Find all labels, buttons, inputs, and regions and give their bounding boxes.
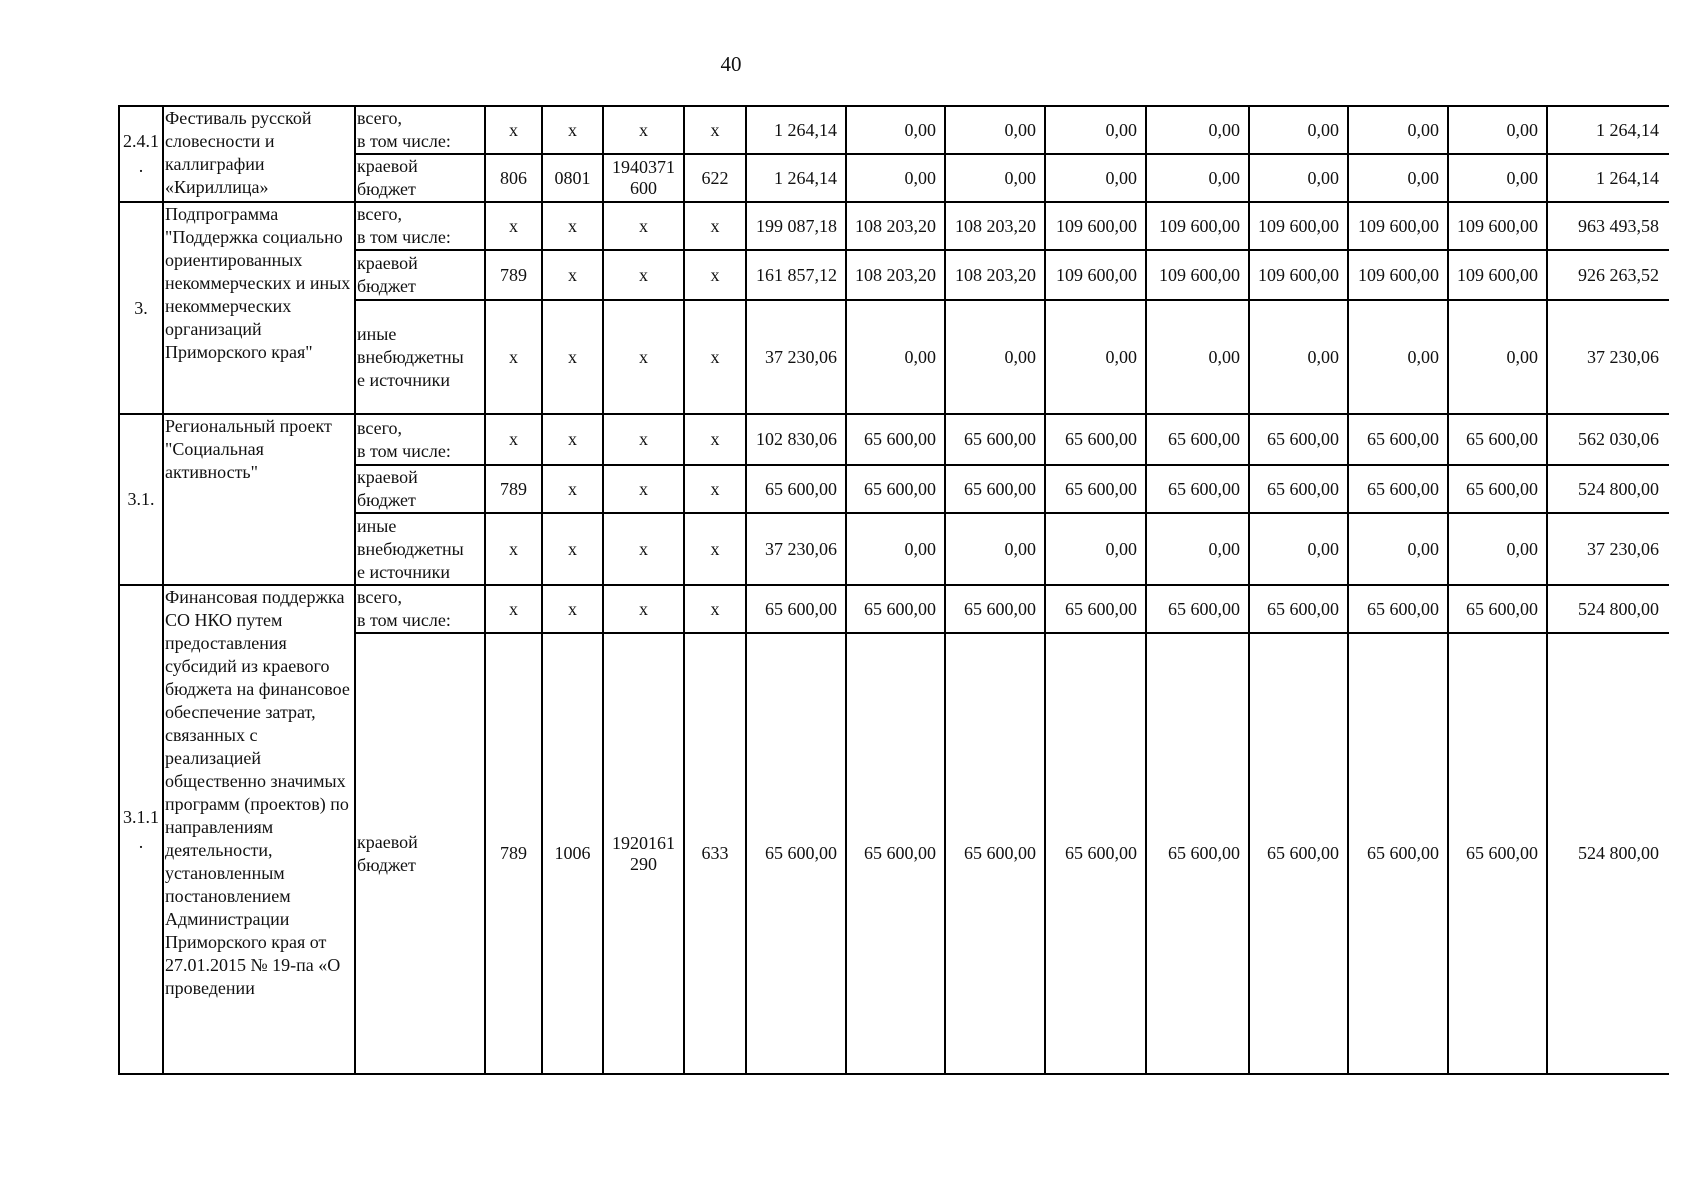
year-value: 65 600,00 — [1249, 465, 1348, 513]
total-value: 524 800,00 — [1547, 585, 1669, 633]
funding-source: краевой бюджет — [355, 250, 485, 300]
total-value: 1 264,14 — [1547, 106, 1669, 154]
year-value: 0,00 — [945, 106, 1045, 154]
code-target: x — [603, 585, 684, 633]
year-value: 109 600,00 — [1249, 202, 1348, 250]
code-expense-type: x — [684, 250, 746, 300]
year-value: 65 600,00 — [1045, 465, 1146, 513]
year-value: 0,00 — [1249, 154, 1348, 202]
year-value: 108 203,20 — [846, 250, 945, 300]
year-value: 1 264,14 — [746, 154, 846, 202]
row-index: 3.1.1 . — [119, 585, 163, 1074]
year-value: 65 600,00 — [1249, 414, 1348, 465]
year-value: 65 600,00 — [1448, 585, 1547, 633]
row-index: 2.4.1 . — [119, 106, 163, 202]
table-row — [119, 414, 1669, 465]
year-value: 65 600,00 — [1146, 465, 1249, 513]
total-value: 963 493,58 — [1547, 202, 1669, 250]
year-value: 108 203,20 — [846, 202, 945, 250]
code-section: x — [542, 202, 603, 250]
row-name: Региональный проект "Социальная активность" — [163, 414, 355, 585]
code-grbs: x — [485, 300, 542, 414]
code-target: 1940371 600 — [603, 154, 684, 202]
year-value: 65 600,00 — [846, 414, 945, 465]
row-name: Подпрограмма "Поддержка социально ориентированных некоммерческих и иных некоммерческих организаций Приморского края" — [163, 202, 355, 414]
year-value: 0,00 — [945, 300, 1045, 414]
code-section: 1006 — [542, 633, 603, 1074]
year-value: 0,00 — [1045, 106, 1146, 154]
year-value: 65 600,00 — [746, 465, 846, 513]
year-value: 0,00 — [1348, 513, 1448, 585]
year-value: 65 600,00 — [1448, 633, 1547, 1074]
total-value: 562 030,06 — [1547, 414, 1669, 465]
total-value: 524 800,00 — [1547, 465, 1669, 513]
code-grbs: 789 — [485, 250, 542, 300]
funding-source: иные внебюджетны е источники — [355, 300, 485, 414]
year-value: 65 600,00 — [1146, 585, 1249, 633]
code-grbs: x — [485, 202, 542, 250]
year-value: 0,00 — [1146, 154, 1249, 202]
code-section: x — [542, 585, 603, 633]
page-number: 40 — [720, 52, 742, 76]
total-value: 37 230,06 — [1547, 300, 1669, 414]
year-value: 109 600,00 — [1348, 202, 1448, 250]
total-value: 37 230,06 — [1547, 513, 1669, 585]
year-value: 65 600,00 — [1249, 585, 1348, 633]
year-value: 109 600,00 — [1249, 250, 1348, 300]
total-value: 926 263,52 — [1547, 250, 1669, 300]
code-expense-type: x — [684, 202, 746, 250]
year-value: 37 230,06 — [746, 513, 846, 585]
total-value: 1 264,14 — [1547, 154, 1669, 202]
year-value: 199 087,18 — [746, 202, 846, 250]
code-expense-type: x — [684, 106, 746, 154]
code-target: x — [603, 250, 684, 300]
year-value: 102 830,06 — [746, 414, 846, 465]
funding-source: краевой бюджет — [355, 154, 485, 202]
funding-source: иные внебюджетны е источники — [355, 513, 485, 585]
row-name: Фестиваль русской словесности и каллиграфии «Кириллица» — [163, 106, 355, 202]
year-value: 0,00 — [1448, 300, 1547, 414]
funding-source: краевой бюджет — [355, 465, 485, 513]
year-value: 65 600,00 — [1045, 633, 1146, 1074]
year-value: 0,00 — [1045, 513, 1146, 585]
code-grbs: x — [485, 585, 542, 633]
year-value: 65 600,00 — [945, 465, 1045, 513]
year-value: 109 600,00 — [1146, 250, 1249, 300]
year-value: 0,00 — [1249, 513, 1348, 585]
year-value: 65 600,00 — [945, 414, 1045, 465]
funding-source: краевой бюджет — [355, 633, 485, 1074]
year-value: 109 600,00 — [1045, 202, 1146, 250]
year-value: 65 600,00 — [1348, 633, 1448, 1074]
year-value: 0,00 — [846, 300, 945, 414]
code-expense-type: x — [684, 300, 746, 414]
year-value: 0,00 — [1448, 513, 1547, 585]
year-value: 0,00 — [846, 106, 945, 154]
year-value: 0,00 — [945, 513, 1045, 585]
code-expense-type: 633 — [684, 633, 746, 1074]
code-grbs: x — [485, 513, 542, 585]
year-value: 109 600,00 — [1448, 250, 1547, 300]
code-section: x — [542, 414, 603, 465]
year-value: 161 857,12 — [746, 250, 846, 300]
table-body — [119, 106, 1669, 1074]
year-value: 65 600,00 — [846, 633, 945, 1074]
budget-table — [118, 105, 1669, 1075]
total-value: 524 800,00 — [1547, 633, 1669, 1074]
year-value: 65 600,00 — [846, 465, 945, 513]
code-expense-type: x — [684, 513, 746, 585]
year-value: 1 264,14 — [746, 106, 846, 154]
funding-source: всего, в том числе: — [355, 202, 485, 250]
year-value: 65 600,00 — [1146, 414, 1249, 465]
year-value: 65 600,00 — [945, 633, 1045, 1074]
code-expense-type: x — [684, 585, 746, 633]
year-value: 0,00 — [1045, 300, 1146, 414]
year-value: 0,00 — [1348, 106, 1448, 154]
row-index: 3.1. — [119, 414, 163, 585]
code-target: x — [603, 465, 684, 513]
year-value: 109 600,00 — [1348, 250, 1448, 300]
year-value: 65 600,00 — [1249, 633, 1348, 1074]
code-target: x — [603, 202, 684, 250]
year-value: 0,00 — [1348, 154, 1448, 202]
year-value: 0,00 — [1448, 154, 1547, 202]
code-target: x — [603, 300, 684, 414]
year-value: 108 203,20 — [945, 202, 1045, 250]
year-value: 65 600,00 — [846, 585, 945, 633]
year-value: 109 600,00 — [1045, 250, 1146, 300]
funding-source: всего, в том числе: — [355, 414, 485, 465]
year-value: 0,00 — [846, 154, 945, 202]
row-index: 3. — [119, 202, 163, 414]
year-value: 0,00 — [945, 154, 1045, 202]
year-value: 65 600,00 — [746, 585, 846, 633]
year-value: 65 600,00 — [1348, 465, 1448, 513]
year-value: 65 600,00 — [1045, 585, 1146, 633]
year-value: 0,00 — [1348, 300, 1448, 414]
year-value: 0,00 — [846, 513, 945, 585]
table-row — [119, 106, 1669, 154]
funding-source: всего, в том числе: — [355, 585, 485, 633]
code-section: x — [542, 106, 603, 154]
code-expense-type: 622 — [684, 154, 746, 202]
year-value: 65 600,00 — [1348, 414, 1448, 465]
code-grbs: 789 — [485, 465, 542, 513]
code-grbs: x — [485, 414, 542, 465]
funding-source: всего, в том числе: — [355, 106, 485, 154]
table-row — [119, 202, 1669, 250]
code-section: x — [542, 513, 603, 585]
code-expense-type: x — [684, 465, 746, 513]
year-value: 0,00 — [1448, 106, 1547, 154]
code-grbs: 789 — [485, 633, 542, 1074]
code-target: x — [603, 414, 684, 465]
code-grbs: 806 — [485, 154, 542, 202]
year-value: 108 203,20 — [945, 250, 1045, 300]
row-name: Финансовая поддержка СО НКО путем предоставления субсидий из краевого бюджета на финансовое обеспечение затрат, связанных с реализацией общественно значимых программ (проектов) по направлениям деятельности, установленным постановлением Администрации Приморского края от 27.01.2015 № 19-па «О проведении — [163, 585, 355, 1074]
year-value: 65 600,00 — [1146, 633, 1249, 1074]
year-value: 37 230,06 — [746, 300, 846, 414]
year-value: 0,00 — [1045, 154, 1146, 202]
code-grbs: x — [485, 106, 542, 154]
year-value: 0,00 — [1146, 106, 1249, 154]
year-value: 65 600,00 — [945, 585, 1045, 633]
code-section: x — [542, 250, 603, 300]
year-value: 109 600,00 — [1146, 202, 1249, 250]
code-section: x — [542, 300, 603, 414]
year-value: 0,00 — [1249, 300, 1348, 414]
year-value: 0,00 — [1146, 300, 1249, 414]
code-target: x — [603, 513, 684, 585]
year-value: 0,00 — [1146, 513, 1249, 585]
year-value: 65 600,00 — [1045, 414, 1146, 465]
table-row — [119, 585, 1669, 633]
code-target: x — [603, 106, 684, 154]
code-expense-type: x — [684, 414, 746, 465]
year-value: 109 600,00 — [1448, 202, 1547, 250]
code-section: 0801 — [542, 154, 603, 202]
year-value: 65 600,00 — [746, 633, 846, 1074]
code-section: x — [542, 465, 603, 513]
code-target: 1920161 290 — [603, 633, 684, 1074]
year-value: 65 600,00 — [1348, 585, 1448, 633]
year-value: 65 600,00 — [1448, 465, 1547, 513]
year-value: 0,00 — [1249, 106, 1348, 154]
year-value: 65 600,00 — [1448, 414, 1547, 465]
